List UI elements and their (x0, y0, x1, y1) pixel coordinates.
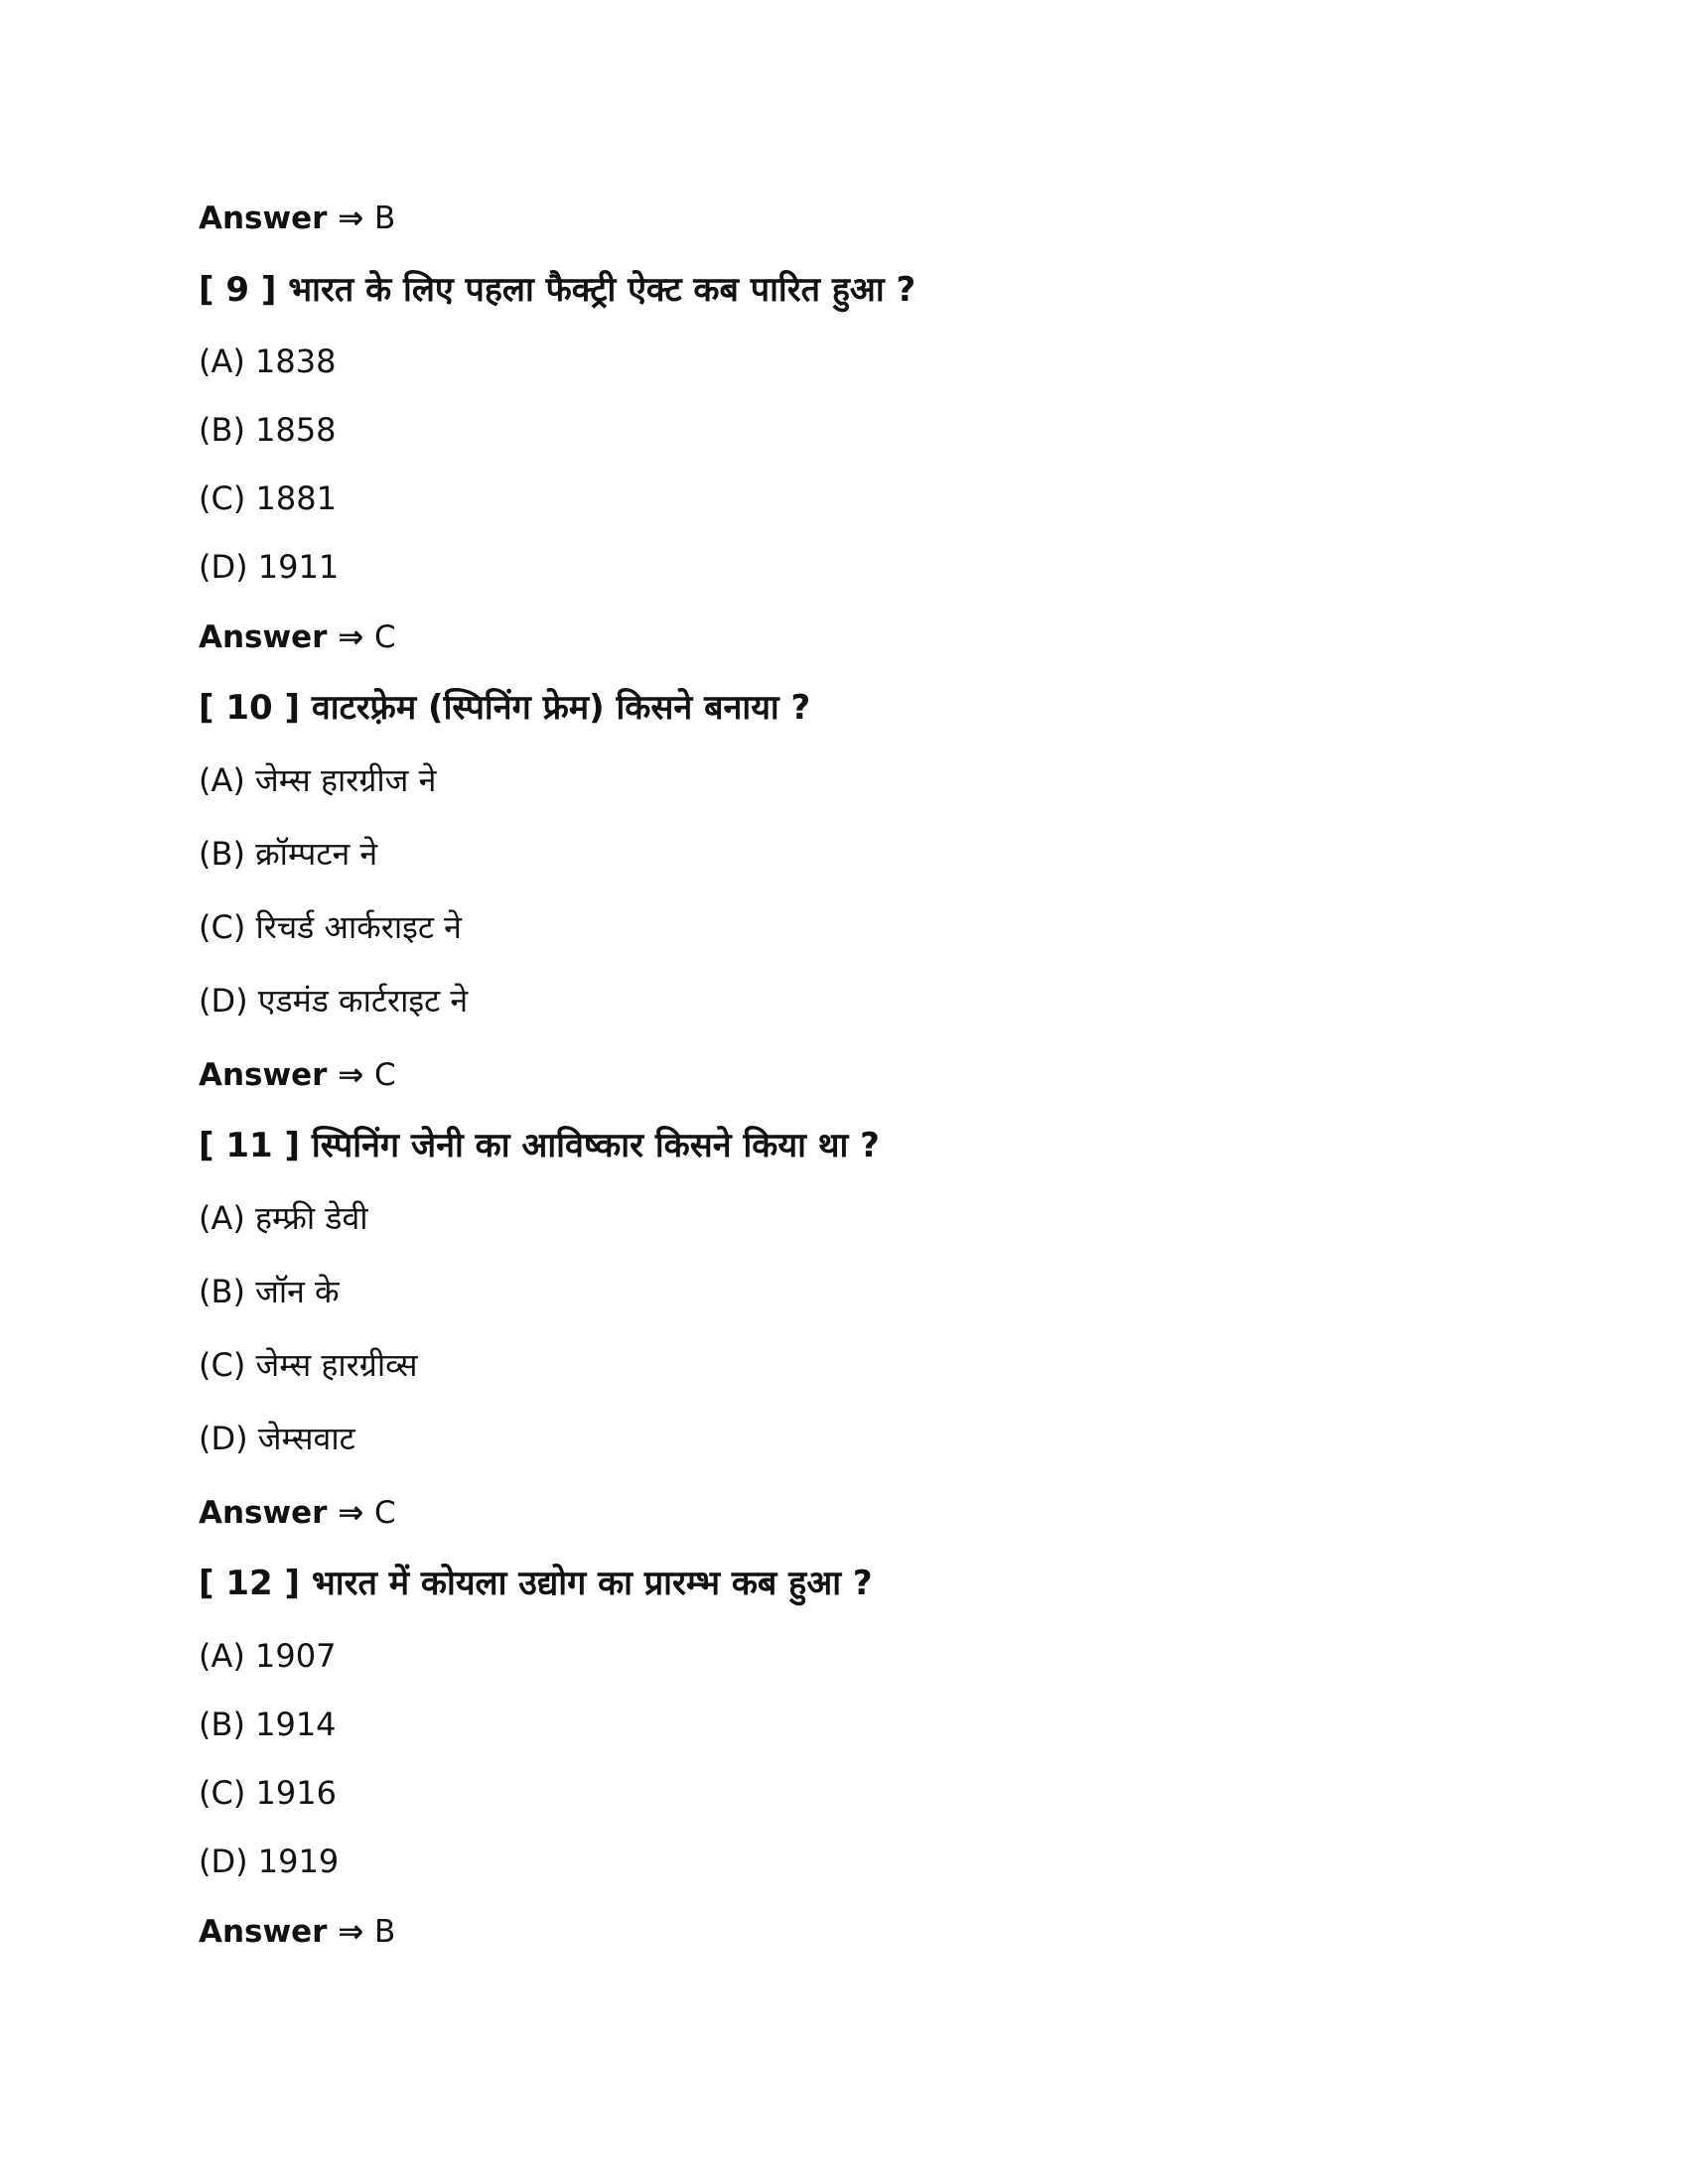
question-10: [ 10 ] वाटरफ़्रेम (स्पिनिंग फ्रेम) किसने बनाया ? (199, 688, 811, 728)
option-a: (A) हम्फ्री डेवी (199, 1199, 368, 1237)
option-c: (C) 1881 (199, 479, 337, 517)
question-9: [ 9 ] भारत के लिए पहला फैक्ट्री ऐक्ट कब पारित हुआ ? (199, 270, 916, 310)
answer-value: C (374, 1057, 396, 1093)
option-a: (A) 1838 (199, 342, 337, 380)
option-d: (D) 1911 (199, 548, 340, 586)
question-12: [ 12 ] भारत में कोयला उद्योग का प्रारम्भ कब हुआ ? (199, 1564, 873, 1603)
answer-line (199, 201, 396, 236)
option-a: (A) 1907 (199, 1637, 337, 1675)
answer-value: C (374, 1495, 396, 1531)
option-c: (C) 1916 (199, 1774, 337, 1812)
option-b: (B) 1914 (199, 1706, 337, 1743)
option-d: (D) 1919 (199, 1843, 340, 1880)
answer-label: Answer ⇒ (199, 1057, 364, 1093)
answer-line (199, 619, 396, 655)
answer-value: B (374, 1914, 396, 1950)
answer-value: C (374, 619, 396, 655)
answer-line (199, 1914, 396, 1950)
option-d: (D) एडमंड कार्टराइट ने (199, 982, 469, 1020)
answer-label: Answer ⇒ (199, 1495, 364, 1531)
option-c: (C) जेम्स हारग्रीव्स (199, 1346, 418, 1384)
option-d: (D) जेम्सवाट (199, 1420, 355, 1457)
option-a: (A) जेम्स हारग्रीज ने (199, 761, 437, 799)
option-b: (B) क्रॉम्पटन ने (199, 835, 378, 873)
answer-label: Answer ⇒ (199, 1914, 364, 1950)
answer-label: Answer ⇒ (199, 619, 364, 655)
option-b: (B) 1858 (199, 411, 337, 449)
option-b: (B) जॉन के (199, 1273, 340, 1310)
answer-line (199, 1057, 396, 1093)
question-11: [ 11 ] स्पिनिंग जेनी का आविष्कार किसने किया था ? (199, 1126, 880, 1165)
answer-line (199, 1495, 396, 1531)
answer-label: Answer ⇒ (199, 201, 364, 236)
option-c: (C) रिचर्ड आर्कराइट ने (199, 908, 462, 946)
answer-value: B (374, 201, 396, 236)
